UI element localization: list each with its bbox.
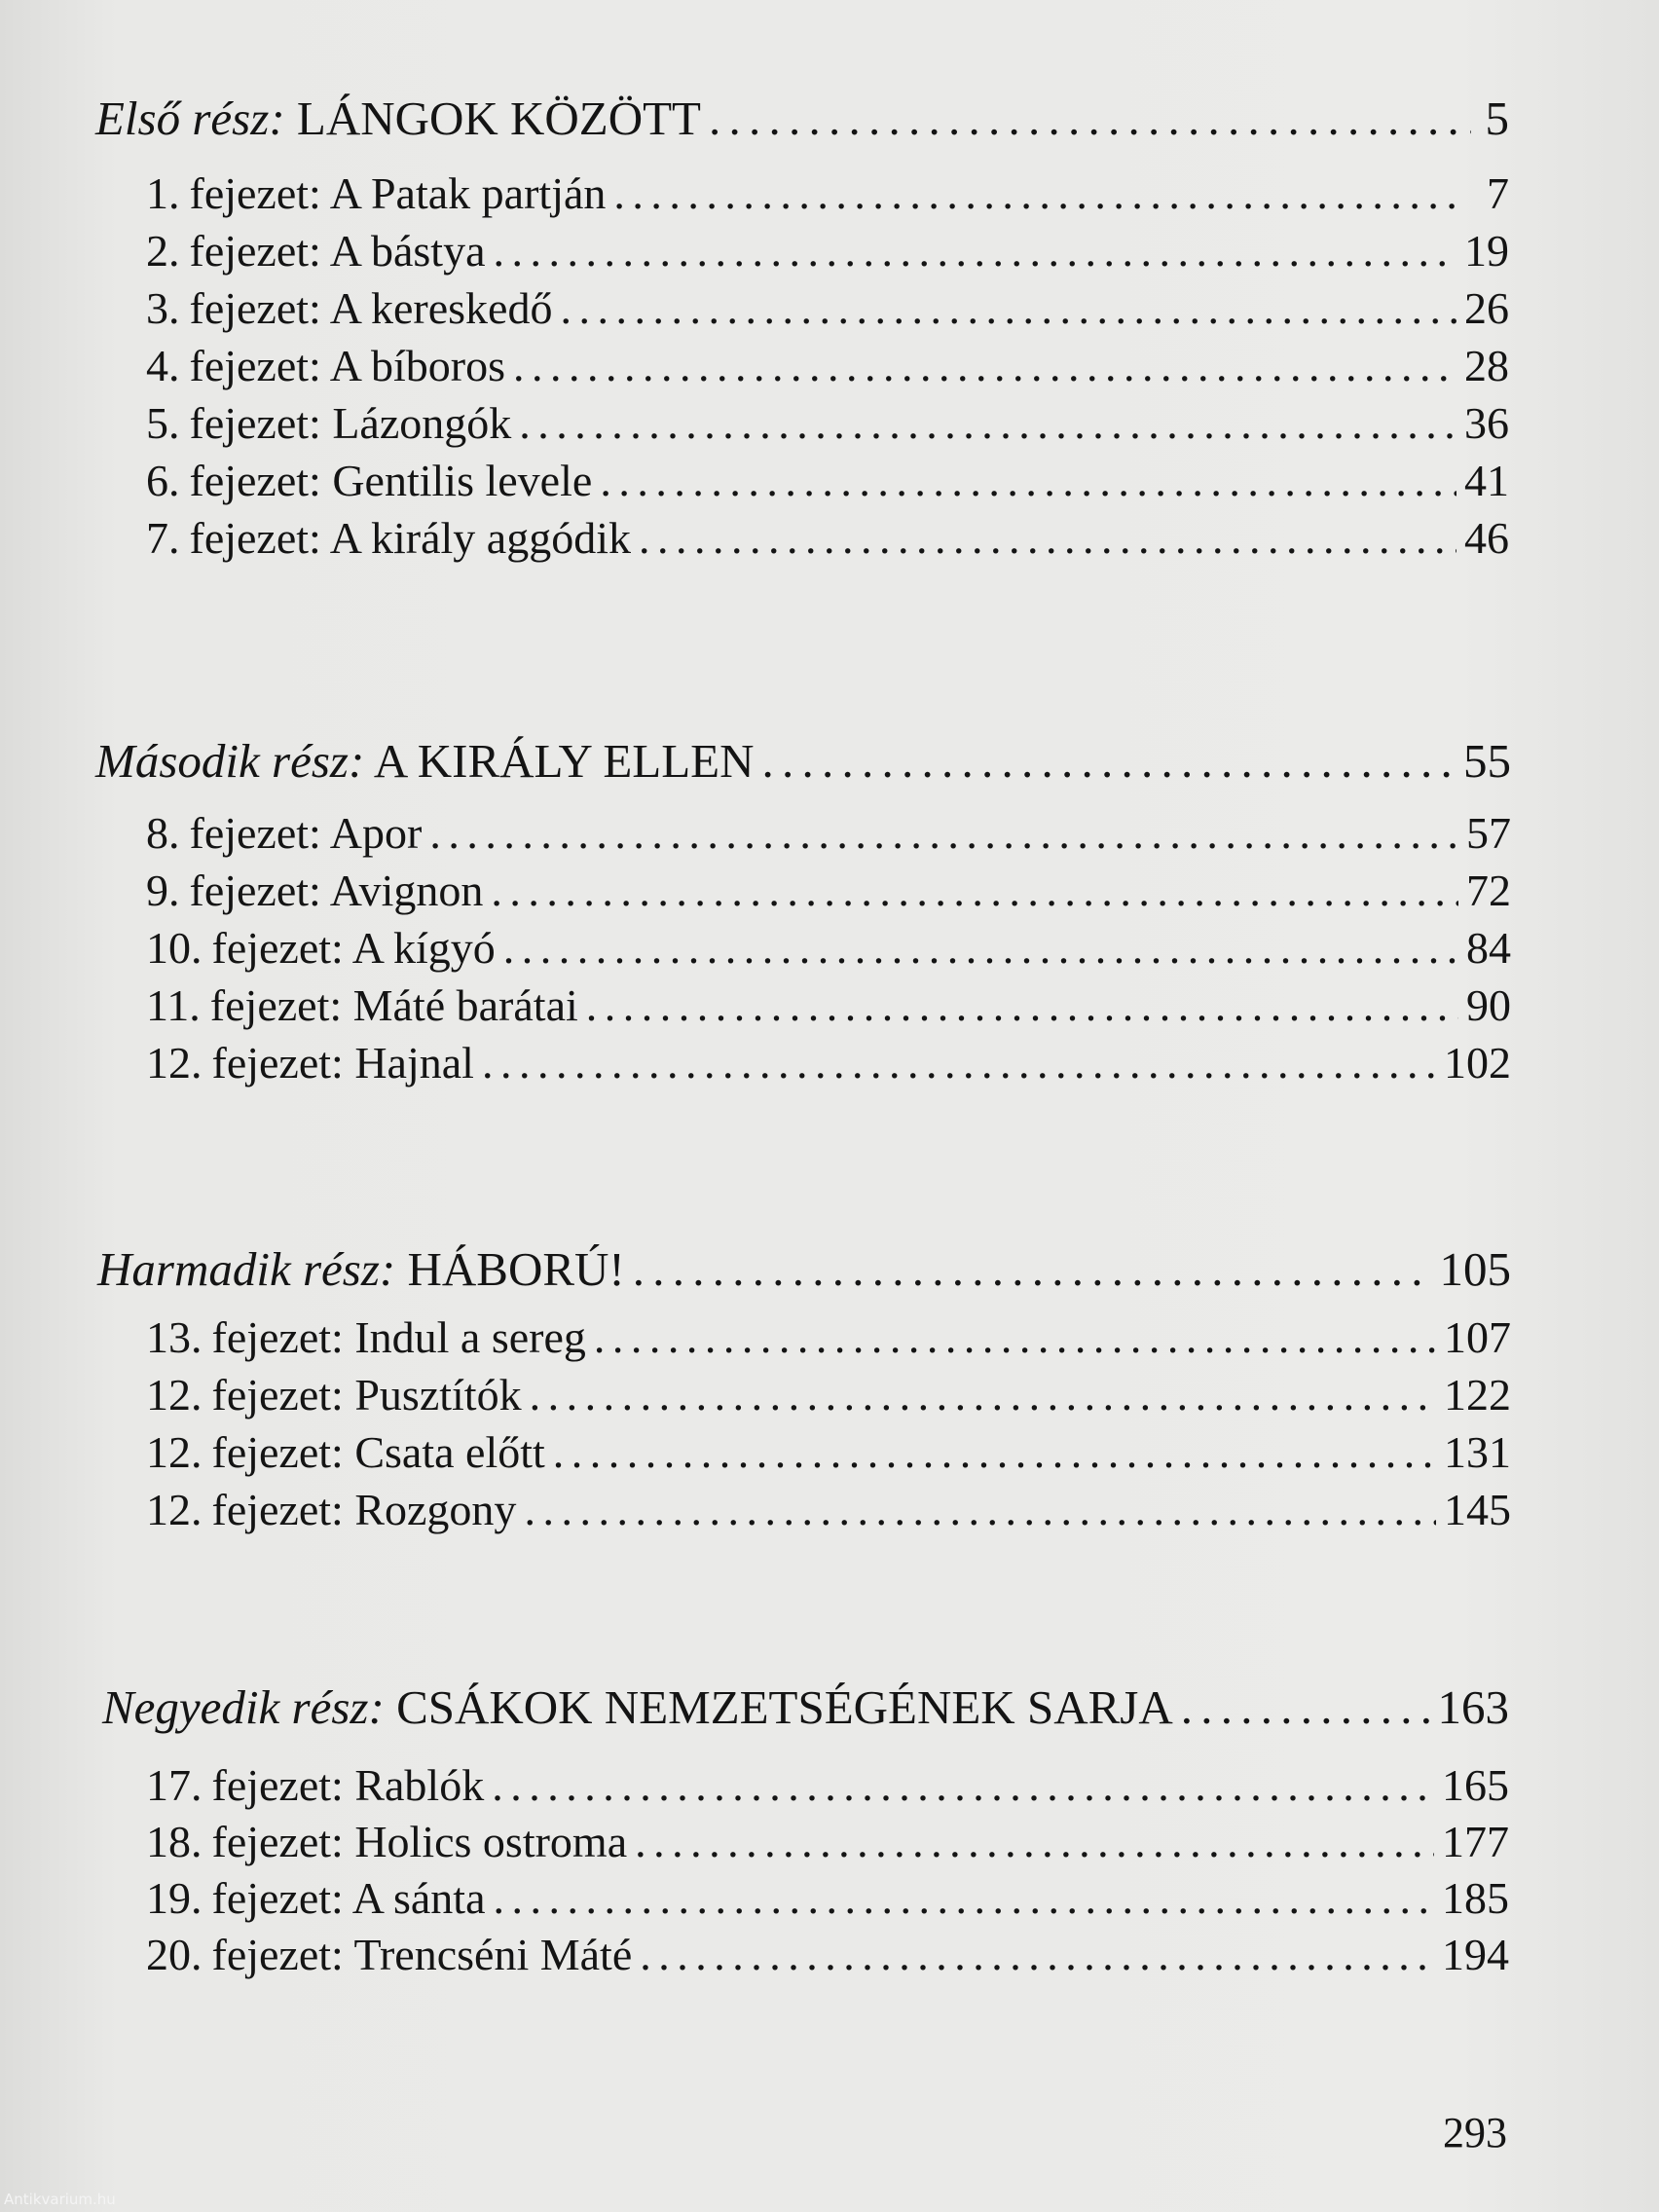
dot-leader	[1181, 1679, 1430, 1735]
chapter-word: fejezet:	[209, 980, 343, 1030]
part-title: LÁNGOK KÖZÖTT	[296, 92, 701, 145]
chapter-title: Lázongók	[332, 398, 512, 448]
chapter-page-number: 107	[1444, 1312, 1511, 1362]
chapter-number: 19.	[146, 1873, 203, 1923]
chapter-word: fejezet:	[211, 923, 344, 973]
chapter-page-number: 7	[1487, 168, 1509, 218]
chapter-title: A sánta	[351, 1873, 486, 1923]
toc-part-entry[interactable]	[95, 78, 1509, 146]
chapter-page-number: 26	[1464, 283, 1509, 333]
chapter-title: Gentilis levele	[332, 456, 593, 505]
chapter-title: Indul a sereg	[354, 1312, 586, 1362]
chapter-word: fejezet:	[211, 1485, 344, 1534]
chapter-title: A király aggódik	[329, 513, 631, 563]
chapter-title: A kígyó	[351, 923, 496, 973]
chapter-number: 4.	[146, 341, 180, 390]
toc-part-entry[interactable]	[97, 1229, 1511, 1297]
chapter-number: 20.	[146, 1930, 203, 1979]
part-label-text: Második rész:	[95, 734, 365, 788]
chapter-page-number: 36	[1464, 398, 1509, 448]
toc-chapter-entry[interactable]	[146, 496, 1509, 564]
chapter-page-number: 122	[1444, 1370, 1511, 1419]
part-label-text: Első rész:	[95, 92, 285, 145]
chapter-word: fejezet:	[211, 1817, 344, 1866]
chapter-page-number: 28	[1464, 341, 1509, 390]
chapter-number: 3.	[146, 283, 180, 333]
chapter-page-number: 165	[1442, 1760, 1509, 1810]
toc-part-entry[interactable]	[95, 720, 1511, 789]
chapter-title: Máté barátai	[352, 980, 578, 1030]
chapter-title: Avignon	[329, 866, 484, 915]
part-label-text: Harmadik rész:	[97, 1242, 396, 1296]
part-label	[102, 1679, 1173, 1735]
chapter-title: A kereskedő	[329, 283, 553, 333]
part-title: CSÁKOK NEMZETSÉGÉNEK SARJA	[396, 1680, 1173, 1734]
part-page-number: 55	[1463, 734, 1511, 788]
chapter-title: Pusztítók	[354, 1370, 522, 1419]
part-title: A KIRÁLY ELLEN	[373, 734, 755, 788]
chapter-title: A bíboros	[329, 341, 505, 390]
chapter-number: 13.	[146, 1312, 203, 1362]
chapter-word: fejezet:	[189, 168, 321, 218]
chapter-number: 12.	[146, 1038, 203, 1088]
chapter-page-number: 90	[1466, 980, 1511, 1030]
chapter-word: fejezet:	[189, 866, 321, 915]
part-label	[95, 733, 755, 789]
chapter-page-number: 57	[1466, 808, 1511, 858]
chapter-page-number: 102	[1444, 1038, 1511, 1088]
chapter-number: 12.	[146, 1370, 203, 1419]
part-page-number: 5	[1485, 92, 1509, 145]
dot-leader	[640, 1929, 1434, 1980]
dot-leader	[709, 91, 1471, 146]
toc-chapter-entry[interactable]	[146, 1467, 1511, 1535]
chapter-word: fejezet:	[211, 1930, 344, 1979]
toc-chapter-entry[interactable]	[146, 1912, 1509, 1980]
chapter-number: 2.	[146, 226, 180, 276]
chapter-number: 18.	[146, 1817, 203, 1866]
chapter-page-number: 46	[1464, 513, 1509, 563]
chapter-word: fejezet:	[211, 1873, 344, 1923]
chapter-label	[212, 1037, 474, 1088]
chapter-number: 12.	[146, 1485, 203, 1534]
chapter-page-number: 19	[1464, 226, 1509, 276]
toc-part-entry[interactable]	[102, 1667, 1509, 1735]
chapter-label	[212, 1484, 517, 1535]
chapter-page-number: 194	[1442, 1930, 1509, 1979]
chapter-page-number: 84	[1466, 923, 1511, 973]
chapter-number: 10.	[146, 923, 203, 973]
chapter-word: fejezet:	[189, 341, 321, 390]
chapter-word: fejezet:	[189, 808, 321, 858]
chapter-number: 5.	[146, 398, 180, 448]
page-number: 293	[1443, 2109, 1507, 2157]
chapter-word: fejezet:	[189, 283, 321, 333]
dot-leader	[482, 1037, 1436, 1088]
chapter-word: fejezet:	[211, 1038, 344, 1088]
chapter-number: 6.	[146, 456, 180, 505]
chapter-title: Csata előtt	[354, 1427, 545, 1477]
part-page-number: 105	[1439, 1242, 1511, 1296]
toc-chapter-entry[interactable]	[146, 1020, 1511, 1088]
part-page-number: 163	[1437, 1680, 1509, 1734]
chapter-label	[190, 512, 631, 564]
chapter-page-number: 72	[1466, 866, 1511, 915]
chapter-page-number: 41	[1464, 456, 1509, 505]
part-label	[95, 91, 701, 146]
chapter-page-number: 185	[1442, 1873, 1509, 1923]
chapter-number: 17.	[146, 1760, 203, 1810]
chapter-number: 9.	[146, 866, 180, 915]
chapter-title: Rablók	[354, 1760, 485, 1810]
chapter-title: Rozgony	[354, 1485, 517, 1534]
chapter-word: fejezet:	[189, 456, 321, 505]
chapter-title: Trencséni Máté	[353, 1930, 633, 1979]
chapter-word: fejezet:	[211, 1312, 344, 1362]
chapter-page-number: 177	[1442, 1817, 1509, 1866]
dot-leader	[762, 733, 1456, 789]
chapter-word: fejezet:	[189, 513, 321, 563]
watermark: Antikvarium.hu	[4, 2191, 116, 2208]
chapter-number: 12.	[146, 1427, 203, 1477]
chapter-word: fejezet:	[211, 1370, 344, 1419]
chapter-title: Hajnal	[354, 1038, 474, 1088]
chapter-page-number: 145	[1444, 1485, 1511, 1534]
chapter-word: fejezet:	[189, 398, 321, 448]
chapter-number: 11.	[146, 980, 201, 1030]
chapter-page-number: 131	[1444, 1427, 1511, 1477]
chapter-title: Apor	[329, 808, 423, 858]
dot-leader	[639, 512, 1456, 564]
chapter-word: fejezet:	[189, 226, 321, 276]
chapter-number: 8.	[146, 808, 180, 858]
part-title: HÁBORÚ!	[407, 1242, 625, 1296]
chapter-number: 1.	[146, 168, 180, 218]
dot-leader	[633, 1241, 1432, 1297]
chapter-title: Holics ostroma	[354, 1817, 628, 1866]
dot-leader	[524, 1484, 1436, 1535]
chapter-label	[212, 1929, 633, 1980]
chapter-number: 7.	[146, 513, 180, 563]
chapter-word: fejezet:	[211, 1427, 344, 1477]
chapter-word: fejezet:	[211, 1760, 344, 1810]
part-label-text: Negyedik rész:	[102, 1680, 385, 1734]
chapter-title: A Patak partján	[329, 168, 607, 218]
part-label	[97, 1241, 625, 1297]
chapter-title: A bástya	[329, 226, 486, 276]
